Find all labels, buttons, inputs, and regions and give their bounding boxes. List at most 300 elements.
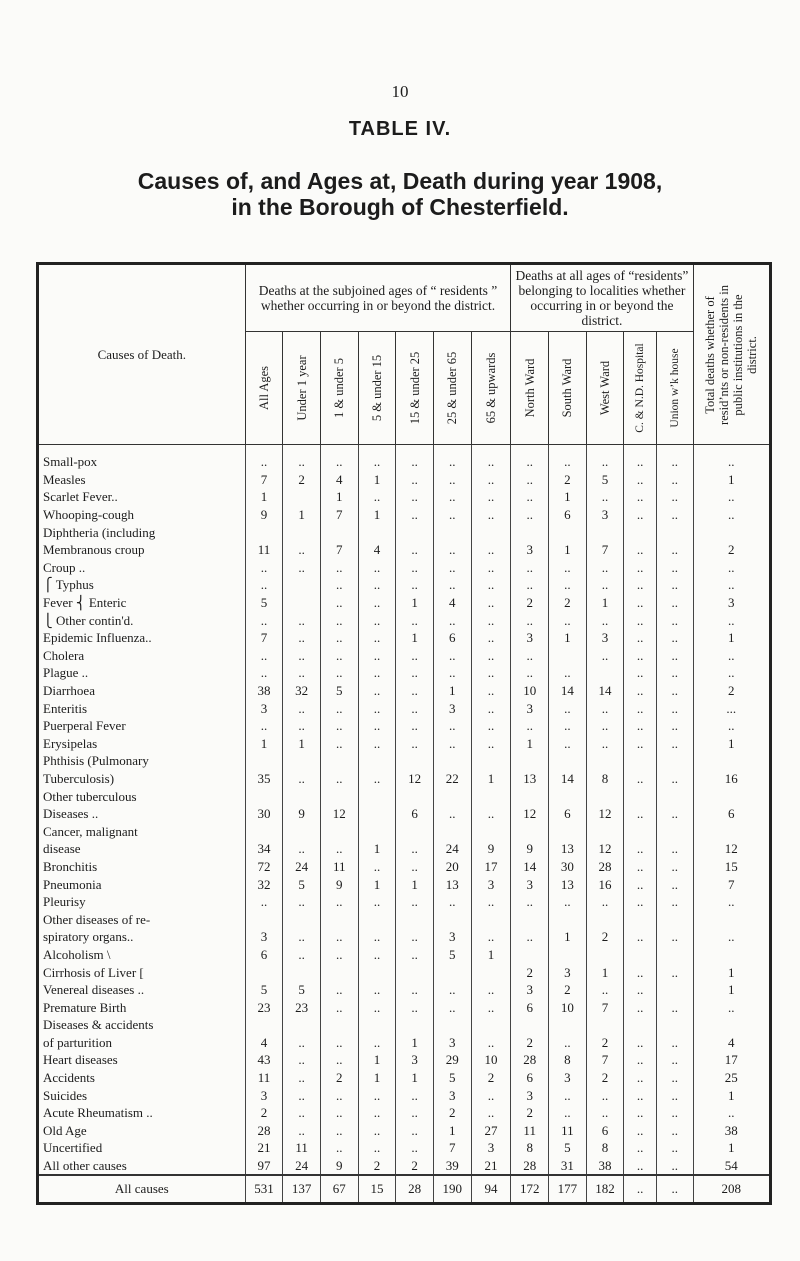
table-cell: 1 bbox=[358, 506, 396, 524]
total-cell: 177 bbox=[549, 1175, 587, 1204]
table-cell bbox=[624, 1016, 657, 1034]
table-cell: .. bbox=[549, 1034, 587, 1052]
table-cell: 8 bbox=[549, 1051, 587, 1069]
cause-label: Enteritis bbox=[43, 700, 88, 716]
table-cell: .. bbox=[471, 506, 511, 524]
table-cell: .. bbox=[511, 893, 549, 911]
table-cell: 12 bbox=[511, 805, 549, 823]
table-cell: .. bbox=[693, 893, 770, 911]
table-cell: 2 bbox=[320, 1069, 358, 1087]
header-locality-col: Union w’k house bbox=[656, 332, 693, 445]
table-cell: .. bbox=[656, 647, 693, 665]
table-cell: .. bbox=[320, 664, 358, 682]
table-cell: 1 bbox=[358, 1069, 396, 1087]
table-cell: .. bbox=[693, 928, 770, 946]
table-cell: .. bbox=[656, 858, 693, 876]
table-cell: .. bbox=[656, 805, 693, 823]
cause-label: Scarlet Fever.. bbox=[43, 489, 118, 505]
table-cell: .. bbox=[320, 1086, 358, 1104]
table-cell: .. bbox=[320, 611, 358, 629]
table-cell: 9 bbox=[471, 840, 511, 858]
table-row bbox=[38, 647, 771, 665]
table-cell bbox=[283, 752, 321, 770]
table-cell: 39 bbox=[433, 1157, 471, 1176]
table-cell: .. bbox=[624, 858, 657, 876]
table-cell bbox=[283, 963, 321, 981]
table-cell: 1 bbox=[471, 946, 511, 964]
table-cell bbox=[396, 752, 434, 770]
cause-label: Cholera bbox=[43, 647, 85, 663]
table-cell: .. bbox=[656, 506, 693, 524]
table-cell: 28 bbox=[511, 1157, 549, 1176]
table-cell: 3 bbox=[433, 1086, 471, 1104]
table-cell: .. bbox=[549, 1104, 587, 1122]
table-cell: .. bbox=[471, 699, 511, 717]
table-cell: .. bbox=[624, 1104, 657, 1122]
table-row bbox=[38, 1069, 771, 1087]
cause-label: Fever ⎨ Enteric bbox=[43, 595, 127, 611]
table-cell: .. bbox=[433, 998, 471, 1016]
table-cell: .. bbox=[358, 629, 396, 647]
table-cell: .. bbox=[624, 1051, 657, 1069]
cause-label: Membranous croup bbox=[43, 542, 145, 558]
table-cell: .. bbox=[624, 735, 657, 753]
table-cell: 3 bbox=[549, 963, 587, 981]
table-cell: .. bbox=[656, 629, 693, 647]
header-age-col: 1 & under 5 bbox=[320, 332, 358, 445]
table-cell: .. bbox=[656, 1051, 693, 1069]
table-cell: 6 bbox=[586, 1122, 624, 1140]
cause-label: Croup .. bbox=[43, 559, 86, 575]
table-cell bbox=[511, 910, 549, 928]
cause-label: All other causes bbox=[43, 1158, 127, 1174]
table-cell: .. bbox=[586, 647, 624, 665]
table-cell: .. bbox=[656, 717, 693, 735]
table-cell: 24 bbox=[433, 840, 471, 858]
table-cell bbox=[396, 822, 434, 840]
table-cell: 3 bbox=[511, 629, 549, 647]
table-cell: .. bbox=[624, 893, 657, 911]
table-cell: 17 bbox=[471, 858, 511, 876]
table-cell: .. bbox=[549, 664, 587, 682]
table-cell: .. bbox=[358, 594, 396, 612]
table-cell: .. bbox=[433, 981, 471, 999]
table-cell: .. bbox=[549, 1086, 587, 1104]
table-cell bbox=[245, 963, 283, 981]
table-cell: .. bbox=[656, 963, 693, 981]
table-cell: .. bbox=[549, 576, 587, 594]
table-row bbox=[38, 840, 771, 858]
table-cell: .. bbox=[358, 1086, 396, 1104]
table-cell bbox=[283, 822, 321, 840]
table-row bbox=[38, 752, 771, 770]
table-cell: 17 bbox=[693, 1051, 770, 1069]
total-cell: .. bbox=[656, 1175, 693, 1204]
table-cell: 38 bbox=[245, 682, 283, 700]
table-cell: 13 bbox=[549, 875, 587, 893]
table-cell: 1 bbox=[283, 735, 321, 753]
table-cell: .. bbox=[396, 488, 434, 506]
table-cell: .. bbox=[511, 664, 549, 682]
table-cell: 9 bbox=[245, 506, 283, 524]
table-cell: 13 bbox=[511, 770, 549, 788]
table-cell bbox=[656, 981, 693, 999]
table-cell: .. bbox=[624, 875, 657, 893]
table-row bbox=[38, 963, 771, 981]
table-cell: .. bbox=[320, 981, 358, 999]
table-row bbox=[38, 770, 771, 788]
table-cell: .. bbox=[396, 506, 434, 524]
table-cell bbox=[245, 523, 283, 541]
table-cell bbox=[358, 963, 396, 981]
header-age-col: 25 & under 65 bbox=[433, 332, 471, 445]
table-row bbox=[38, 1086, 771, 1104]
table-cell: 23 bbox=[283, 998, 321, 1016]
table-cell: .. bbox=[433, 488, 471, 506]
table-cell: .. bbox=[586, 611, 624, 629]
table-cell: .. bbox=[471, 611, 511, 629]
table-cell: 1 bbox=[471, 770, 511, 788]
table-cell: .. bbox=[656, 594, 693, 612]
cause-label: Bronchitis bbox=[43, 858, 98, 874]
table-cell: 24 bbox=[283, 1157, 321, 1176]
table-cell: .. bbox=[396, 541, 434, 559]
table-cell: .. bbox=[693, 445, 770, 471]
table-cell: .. bbox=[656, 541, 693, 559]
cause-label: Small-pox bbox=[43, 454, 98, 470]
table-cell: .. bbox=[433, 576, 471, 594]
table-cell: .. bbox=[471, 629, 511, 647]
table-cell bbox=[283, 594, 321, 612]
table-cell bbox=[656, 523, 693, 541]
table-cell: .. bbox=[624, 928, 657, 946]
table-cell: 25 bbox=[693, 1069, 770, 1087]
table-cell: .. bbox=[358, 858, 396, 876]
table-cell bbox=[283, 1016, 321, 1034]
table-cell: .. bbox=[471, 488, 511, 506]
table-cell: 1 bbox=[358, 471, 396, 489]
table-cell: .. bbox=[471, 1086, 511, 1104]
table-cell bbox=[320, 752, 358, 770]
table-cell: .. bbox=[471, 445, 511, 471]
table-cell bbox=[549, 1016, 587, 1034]
table-cell: 1 bbox=[549, 928, 587, 946]
table-cell: .. bbox=[358, 647, 396, 665]
table-body bbox=[38, 445, 771, 1176]
table-cell: 2 bbox=[549, 471, 587, 489]
table-cell: 20 bbox=[433, 858, 471, 876]
table-cell: 1 bbox=[358, 1051, 396, 1069]
table-cell bbox=[511, 1016, 549, 1034]
table-cell: 11 bbox=[320, 858, 358, 876]
table-cell: .. bbox=[693, 506, 770, 524]
table-cell bbox=[511, 946, 549, 964]
table-cell: .. bbox=[624, 1122, 657, 1140]
table-row bbox=[38, 1157, 771, 1176]
table-cell: 1 bbox=[693, 629, 770, 647]
table-cell: 10 bbox=[511, 682, 549, 700]
table-cell: .. bbox=[433, 541, 471, 559]
table-cell: .. bbox=[283, 647, 321, 665]
table-cell: .. bbox=[471, 576, 511, 594]
table-cell: .. bbox=[433, 647, 471, 665]
table-cell: .. bbox=[358, 717, 396, 735]
table-cell bbox=[245, 752, 283, 770]
table-cell: 4 bbox=[320, 471, 358, 489]
table-cell: .. bbox=[624, 594, 657, 612]
table-row bbox=[38, 998, 771, 1016]
header-total-note-cell bbox=[693, 264, 770, 445]
table-cell bbox=[283, 910, 321, 928]
table-cell: 1 bbox=[693, 1086, 770, 1104]
table-cell: .. bbox=[624, 1034, 657, 1052]
table-cell: .. bbox=[358, 559, 396, 577]
table-cell: 5 bbox=[433, 946, 471, 964]
table-cell: 7 bbox=[693, 875, 770, 893]
table-cell: .. bbox=[283, 893, 321, 911]
table-cell: .. bbox=[586, 488, 624, 506]
cause-label: Uncertified bbox=[43, 1140, 103, 1156]
table-cell: .. bbox=[320, 1034, 358, 1052]
table-cell: .. bbox=[283, 717, 321, 735]
table-cell: 2 bbox=[396, 1157, 434, 1176]
table-cell: .. bbox=[320, 445, 358, 471]
total-cell: 28 bbox=[396, 1175, 434, 1204]
table-row bbox=[38, 1016, 771, 1034]
table-cell bbox=[586, 787, 624, 805]
table-cell: 6 bbox=[549, 805, 587, 823]
table-cell: .. bbox=[320, 946, 358, 964]
table-cell: 2 bbox=[693, 682, 770, 700]
table-cell: .. bbox=[433, 445, 471, 471]
table-cell: 15 bbox=[693, 858, 770, 876]
table-cell: 24 bbox=[283, 858, 321, 876]
table-cell bbox=[549, 647, 587, 665]
table-cell: 6 bbox=[693, 805, 770, 823]
table-row bbox=[38, 664, 771, 682]
table-cell: 14 bbox=[511, 858, 549, 876]
table-cell bbox=[549, 946, 587, 964]
table-row bbox=[38, 1139, 771, 1157]
table-cell: 5 bbox=[433, 1069, 471, 1087]
table-cell: .. bbox=[358, 576, 396, 594]
table-cell: .. bbox=[471, 893, 511, 911]
table-cell: 7 bbox=[586, 1051, 624, 1069]
table-cell bbox=[624, 787, 657, 805]
table-cell: .. bbox=[624, 1139, 657, 1157]
table-cell bbox=[471, 963, 511, 981]
table-cell: 1 bbox=[320, 488, 358, 506]
cause-label: Tuberculosis) bbox=[43, 770, 115, 786]
table-cell bbox=[656, 910, 693, 928]
table-cell: 1 bbox=[396, 1069, 434, 1087]
table-cell: 7 bbox=[586, 541, 624, 559]
table-cell: .. bbox=[656, 471, 693, 489]
table-cell: 1 bbox=[283, 506, 321, 524]
table-cell: 3 bbox=[511, 981, 549, 999]
table-cell: .. bbox=[358, 1104, 396, 1122]
table-cell: 3 bbox=[471, 875, 511, 893]
table-cell: .. bbox=[586, 559, 624, 577]
table-cell: 1 bbox=[396, 629, 434, 647]
header-age-col: Under 1 year bbox=[283, 332, 321, 445]
table-cell: 1 bbox=[549, 541, 587, 559]
table-cell: 9 bbox=[320, 875, 358, 893]
table-cell: .. bbox=[245, 647, 283, 665]
table-cell: 10 bbox=[471, 1051, 511, 1069]
table-cell: .. bbox=[396, 445, 434, 471]
header-locality-col: North Ward bbox=[511, 332, 549, 445]
table-cell: .. bbox=[656, 770, 693, 788]
table-cell: 3 bbox=[433, 1034, 471, 1052]
table-cell bbox=[283, 576, 321, 594]
table-row bbox=[38, 875, 771, 893]
table-cell: .. bbox=[656, 1034, 693, 1052]
table-cell: .. bbox=[549, 735, 587, 753]
table-cell: .. bbox=[358, 1122, 396, 1140]
cause-label: Whooping-cough bbox=[43, 507, 134, 523]
header-causes: Causes of Death. bbox=[38, 264, 246, 445]
cause-label: Measles bbox=[43, 471, 86, 487]
table-cell: .. bbox=[396, 1139, 434, 1157]
table-cell: 38 bbox=[586, 1157, 624, 1176]
table-cell: .. bbox=[396, 858, 434, 876]
table-row bbox=[38, 893, 771, 911]
table-cell: .. bbox=[471, 541, 511, 559]
table-cell: .. bbox=[320, 647, 358, 665]
total-cell: 190 bbox=[433, 1175, 471, 1204]
table-row bbox=[38, 682, 771, 700]
table-cell: .. bbox=[433, 506, 471, 524]
table-cell: 5 bbox=[320, 682, 358, 700]
table-cell bbox=[471, 1016, 511, 1034]
table-cell: .. bbox=[471, 717, 511, 735]
table-cell: 12 bbox=[586, 840, 624, 858]
table-cell: .. bbox=[320, 594, 358, 612]
table-cell: .. bbox=[396, 717, 434, 735]
table-cell: .. bbox=[656, 445, 693, 471]
table-cell: .. bbox=[283, 541, 321, 559]
table-cell: 7 bbox=[320, 506, 358, 524]
table-cell bbox=[358, 787, 396, 805]
table-cell: 2 bbox=[586, 1034, 624, 1052]
table-cell: 3 bbox=[433, 699, 471, 717]
table-cell bbox=[511, 523, 549, 541]
table-row bbox=[38, 946, 771, 964]
table-cell: 11 bbox=[245, 541, 283, 559]
table-cell: 4 bbox=[693, 1034, 770, 1052]
table-cell: .. bbox=[549, 559, 587, 577]
table-cell bbox=[358, 910, 396, 928]
table-cell bbox=[471, 822, 511, 840]
table-cell: 3 bbox=[586, 506, 624, 524]
table-cell: 6 bbox=[396, 805, 434, 823]
table-row bbox=[38, 471, 771, 489]
table-cell: .. bbox=[358, 928, 396, 946]
table-cell: 1 bbox=[511, 735, 549, 753]
table-cell: .. bbox=[656, 611, 693, 629]
table-cell: .. bbox=[358, 699, 396, 717]
header-localities-group: Deaths at all ages of “residents” belonging to localities whether occurring in or beyond the district. bbox=[511, 264, 693, 332]
table-cell bbox=[693, 787, 770, 805]
table-cell: .. bbox=[586, 735, 624, 753]
table-cell bbox=[511, 787, 549, 805]
table-cell: .. bbox=[358, 1139, 396, 1157]
table-cell: .. bbox=[624, 559, 657, 577]
table-cell: .. bbox=[656, 1104, 693, 1122]
table-cell: .. bbox=[471, 664, 511, 682]
cause-label: ⎧ Typhus bbox=[43, 577, 94, 593]
table-cell: 4 bbox=[433, 594, 471, 612]
table-cell: .. bbox=[471, 805, 511, 823]
total-cell: 172 bbox=[511, 1175, 549, 1204]
table-cell: .. bbox=[656, 928, 693, 946]
table-cell: .. bbox=[283, 946, 321, 964]
table-row bbox=[38, 910, 771, 928]
table-cell: .. bbox=[358, 981, 396, 999]
table-cell: .. bbox=[624, 998, 657, 1016]
table-cell: .. bbox=[283, 1104, 321, 1122]
table-cell: 7 bbox=[245, 629, 283, 647]
table-cell: 11 bbox=[549, 1122, 587, 1140]
table-cell bbox=[693, 910, 770, 928]
table-cell: .. bbox=[433, 611, 471, 629]
table-cell: 3 bbox=[586, 629, 624, 647]
table-row bbox=[38, 1122, 771, 1140]
table-cell: 5 bbox=[283, 981, 321, 999]
table-cell: .. bbox=[396, 611, 434, 629]
table-cell bbox=[656, 946, 693, 964]
table-cell bbox=[433, 1016, 471, 1034]
table-cell: .. bbox=[471, 1034, 511, 1052]
table-cell: .. bbox=[283, 1069, 321, 1087]
table-cell: .. bbox=[624, 664, 657, 682]
table-cell: 7 bbox=[433, 1139, 471, 1157]
table-cell: 54 bbox=[693, 1157, 770, 1176]
table-cell: .. bbox=[283, 770, 321, 788]
table-cell: 21 bbox=[471, 1157, 511, 1176]
table-cell bbox=[245, 822, 283, 840]
table-cell bbox=[283, 523, 321, 541]
table-cell: .. bbox=[656, 840, 693, 858]
cause-label: Premature Birth bbox=[43, 999, 127, 1015]
table-cell: 32 bbox=[283, 682, 321, 700]
table-cell bbox=[656, 1016, 693, 1034]
table-cell bbox=[245, 787, 283, 805]
cause-label: Pneumonia bbox=[43, 876, 102, 892]
header-total-note: Total deaths whether of resid’nts or non-residents in public institutions in the district. bbox=[703, 284, 760, 425]
table-cell: .. bbox=[320, 559, 358, 577]
table-cell: .. bbox=[656, 1122, 693, 1140]
table-cell: .. bbox=[283, 840, 321, 858]
header-locality-col: C. & N.D. Hospital bbox=[624, 332, 657, 445]
table-cell: 10 bbox=[549, 998, 587, 1016]
cause-label: Diphtheria (including bbox=[43, 524, 156, 540]
table-cell: .. bbox=[549, 445, 587, 471]
table-cell: .. bbox=[624, 611, 657, 629]
table-cell bbox=[624, 523, 657, 541]
table-cell: 12 bbox=[586, 805, 624, 823]
table-cell bbox=[471, 787, 511, 805]
total-cell: 137 bbox=[283, 1175, 321, 1204]
table-cell: .. bbox=[320, 840, 358, 858]
table-cell bbox=[396, 963, 434, 981]
table-cell bbox=[693, 946, 770, 964]
table-cell bbox=[358, 805, 396, 823]
table-cell: .. bbox=[624, 629, 657, 647]
table-cell: .. bbox=[511, 445, 549, 471]
totals-row bbox=[38, 1175, 771, 1204]
